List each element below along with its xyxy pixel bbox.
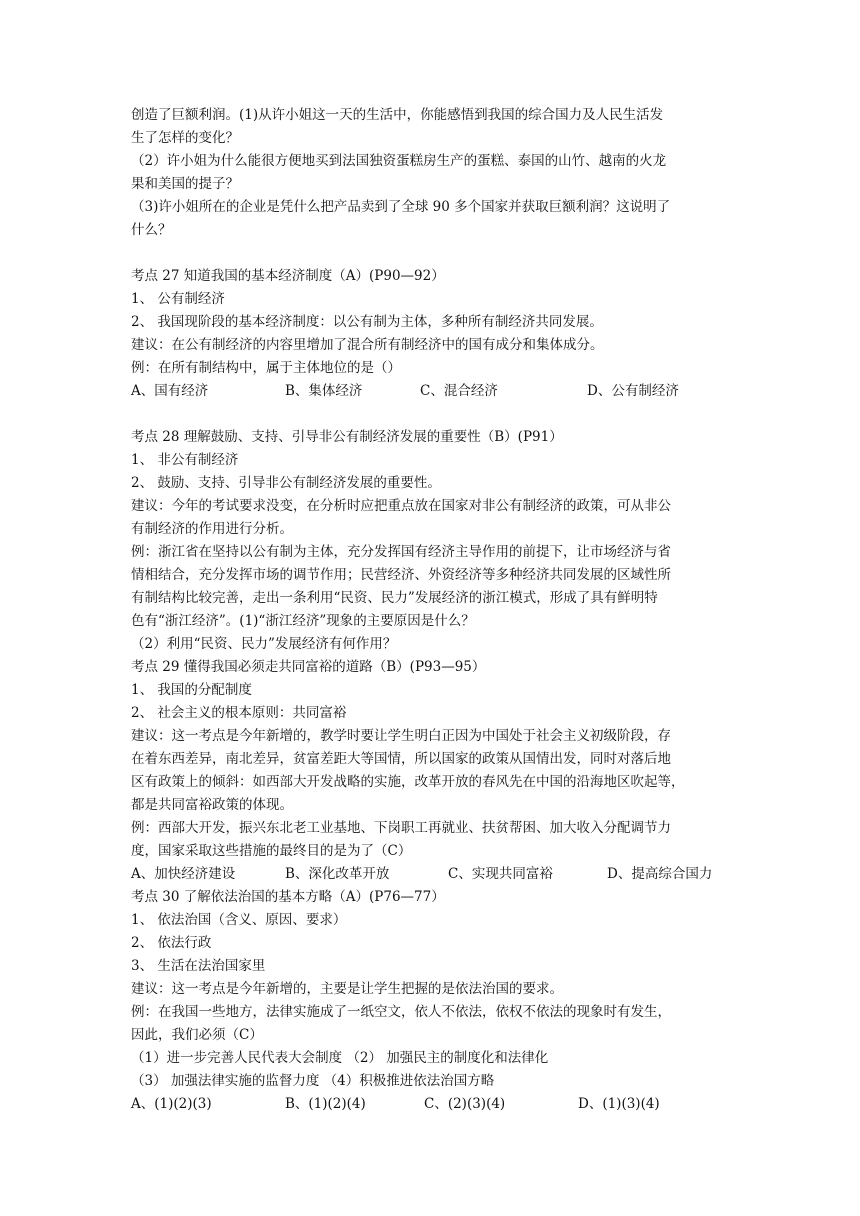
text-line: 生了怎样的变化？ — [131, 130, 239, 146]
text-line: 区有政策上的倾斜：如西部大开发战略的实施，改革开放的春风先在中国的沿海地区吹起等， — [131, 774, 685, 790]
sub-option-line: （1）进一步完善人民代表大会制度 （2） 加强民主的制度化和法律化 — [131, 1050, 549, 1066]
text-line: （2）许小姐为什么能很方便地买到法国独资蛋糕房生产的蛋糕、泰国的山竹、越南的火龙 — [131, 153, 667, 169]
question-line: 度，国家采取这些措施的最终目的是为了（C） — [131, 843, 412, 859]
text-line: 色有“浙江经济”。(1)“浙江经济”现象的主要原因是什么？ — [131, 613, 475, 629]
kaodian-27-section — [131, 265, 741, 403]
option-a: A、加快经济建设 — [131, 866, 236, 882]
text-line: （2）利用“民资、民力”发展经济有何作用？ — [131, 636, 397, 652]
text-line: 有制经济的作用进行分析。 — [131, 521, 293, 537]
option-c: C、混合经济 — [420, 383, 498, 399]
text-line: 例：浙江省在坚持以公有制为主体，充分发挥国有经济主导作用的前提下，让市场经济与省 — [131, 544, 671, 560]
text-line: 3、 生活在法治国家里 — [131, 958, 266, 974]
text-line: 2、 鼓励、支持、引导非公有制经济发展的重要性。 — [131, 475, 441, 491]
text-line: 2、 社会主义的根本原则：共同富裕 — [131, 705, 347, 721]
section-heading: 考点 28 理解鼓励、支持、引导非公有制经济发展的重要性（B）(P91） — [131, 429, 563, 445]
kaodian-28-section — [131, 426, 741, 656]
sub-option-line: （3） 加强法律实施的监督力度 （4）积极推进依法治国方略 — [131, 1073, 495, 1089]
option-c: C、实现共同富裕 — [448, 866, 553, 882]
text-line: 建议：今年的考试要求没变，在分析时应把重点放在国家对非公有制经济的政策，可从非公 — [131, 498, 671, 514]
section-heading: 考点 27 知道我国的基本经济制度（A）(P90—92） — [131, 268, 445, 284]
option-b: B、集体经济 — [285, 383, 363, 399]
text-line: 都是共同富裕政策的体现。 — [131, 797, 293, 813]
text-line: 什么？ — [131, 222, 172, 238]
intro-section — [131, 104, 741, 242]
text-line: 建议：这一考点是今年新增的，教学时要让学生明白正因为中国处于社会主义初级阶段，存 — [131, 728, 671, 744]
document-body — [131, 104, 741, 1116]
section-heading: 考点 30 了解依法治国的基本方略（A）(P76—77） — [131, 889, 445, 905]
answer-options — [131, 380, 741, 403]
text-line: 2、 依法行政 — [131, 935, 212, 951]
answer-options — [131, 863, 741, 886]
text-line: 1、 依法治国（含义、原因、要求） — [131, 912, 347, 928]
option-d: D、公有制经济 — [587, 383, 679, 399]
text-line: （3)许小姐所在的企业是凭什么把产品卖到了全球 90 多个国家并获取巨额利润？这说明了 — [131, 199, 671, 215]
text-line: 有制结构比较完善，走出一条利用“民资、民力”发展经济的浙江模式，形成了具有鲜明特 — [131, 590, 658, 606]
text-line: 果和美国的提子？ — [131, 176, 239, 192]
kaodian-30-section — [131, 886, 741, 1116]
option-d: D、提高综合国力 — [607, 866, 713, 882]
text-line: 2、 我国现阶段的基本经济制度：以公有制为主体，多种所有制经济共同发展。 — [131, 314, 603, 330]
text-line: 情相结合，充分发挥市场的调节作用；民营经济、外资经济等多种经济共同发展的区域性所 — [131, 567, 671, 583]
option-a: A、(1)(2)(3) — [131, 1096, 212, 1112]
kaodian-29-section — [131, 656, 741, 886]
option-b: B、深化改革开放 — [285, 866, 390, 882]
text-line: 在着东西差异，南北差异，贫富差距大等国情，所以国家的政策从国情出发，同时对落后地 — [131, 751, 671, 767]
question-line: 因此，我们必须（C） — [131, 1027, 263, 1043]
text-line: 建议：这一考点是今年新增的，主要是让学生把握的是依法治国的要求。 — [131, 981, 563, 997]
question-line: 例：在所有制结构中，属于主体地位的是（） — [131, 360, 401, 376]
answer-options — [131, 1093, 741, 1116]
text-line: 创造了巨额利润。(1)从许小姐这一天的生活中，你能感悟到我国的综合国力及人民生活发 — [131, 107, 664, 123]
option-a: A、国有经济 — [131, 383, 209, 399]
text-line: 建议：在公有制经济的内容里增加了混合所有制经济中的国有成分和集体成分。 — [131, 337, 604, 353]
text-line: 例：在我国一些地方，法律实施成了一纸空文，依人不依法，依权不依法的现象时有发生， — [131, 1004, 671, 1020]
text-line: 例：西部大开发，振兴东北老工业基地、下岗职工再就业、扶贫帮困、加大收入分配调节力 — [131, 820, 671, 836]
option-b: B、(1)(2)(4) — [285, 1096, 366, 1112]
text-line: 1、 非公有制经济 — [131, 452, 239, 468]
blank-line — [131, 242, 741, 265]
section-heading: 考点 29 懂得我国必须走共同富裕的道路（B）(P93—95） — [131, 659, 486, 675]
text-line: 1、 公有制经济 — [131, 291, 225, 307]
option-c: C、(2)(3)(4) — [424, 1096, 506, 1112]
blank-line — [131, 403, 741, 426]
text-line: 1、 我国的分配制度 — [131, 682, 252, 698]
option-d: D、(1)(3)(4) — [578, 1096, 660, 1112]
